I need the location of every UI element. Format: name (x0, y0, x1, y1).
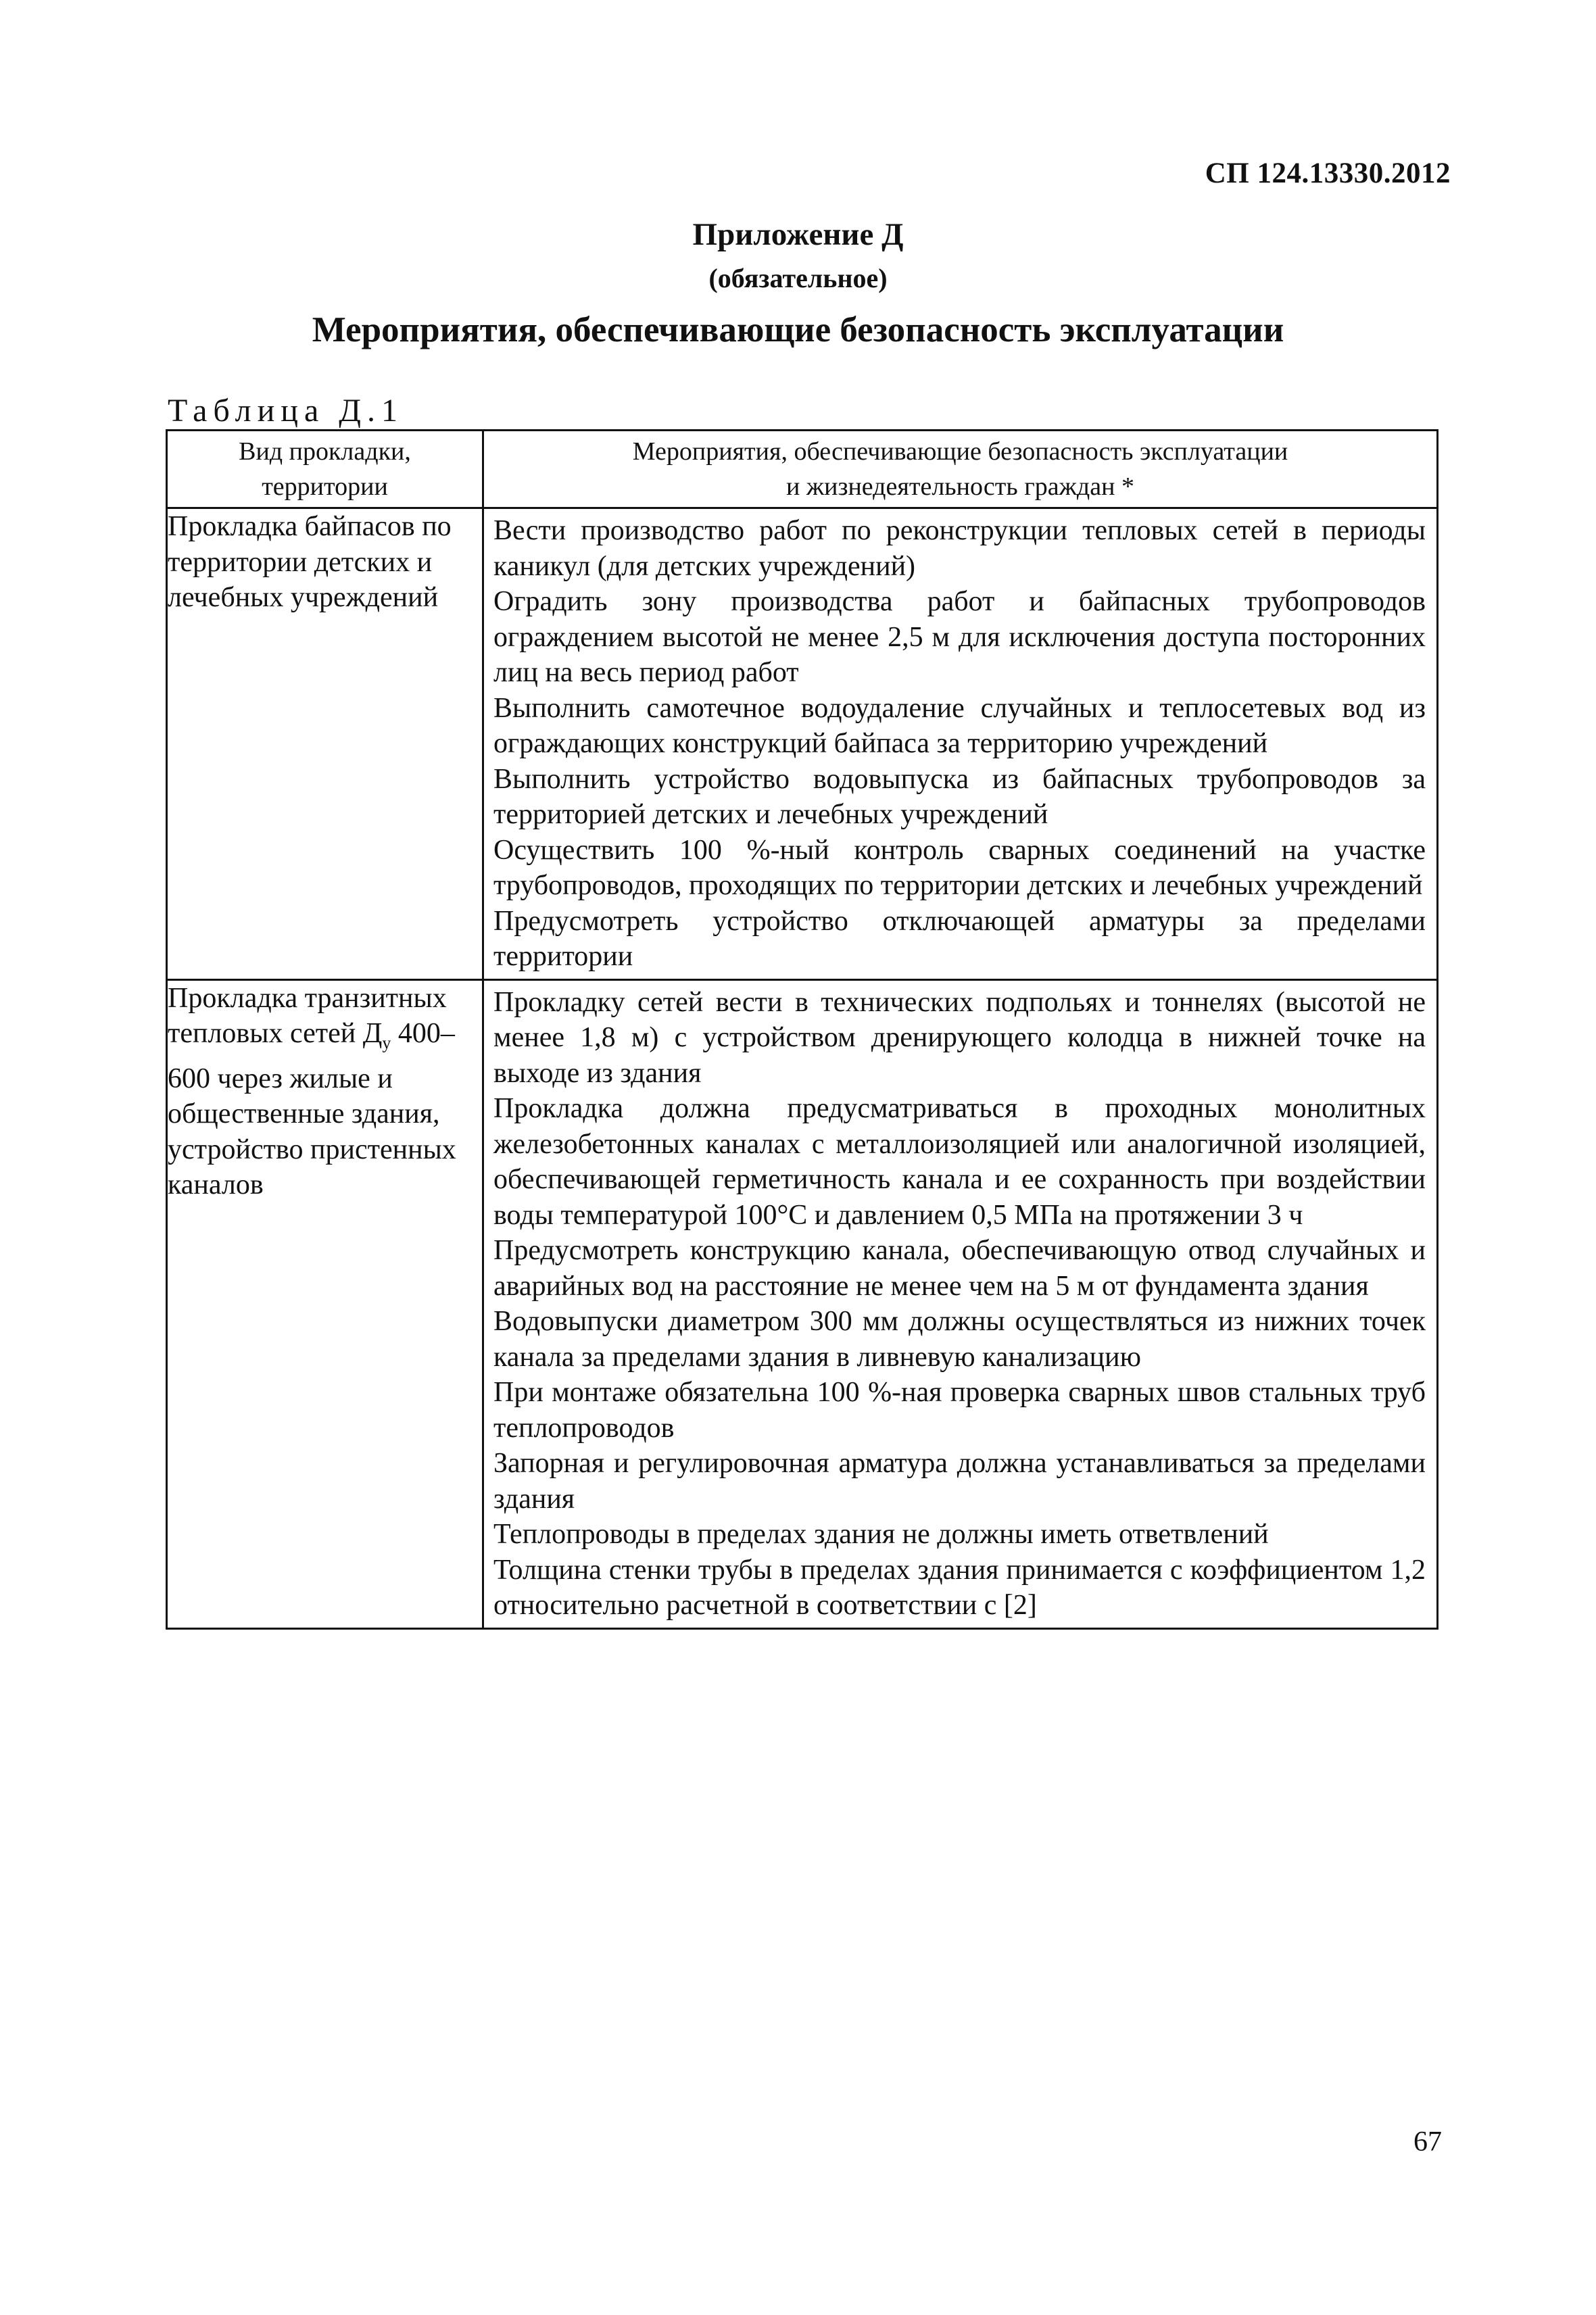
measures-table (166, 429, 1438, 1630)
column-header-measures (483, 431, 1438, 508)
table-header-row (167, 431, 1438, 508)
appendix-title: Приложение Д (692, 217, 904, 252)
measure-item: Оградить зону производства работ и байпасных трубопроводов ограждением высотой не менее 2,5 м для исключения доступа посторонних лиц на весь период работ (493, 586, 1426, 688)
measure-item: Выполнить самотечное водоудаление случайных и теплосетевых вод из ограждающих конструкций байпаса за территорию учреждений (493, 692, 1426, 759)
section-title: Мероприятия, обеспечивающие безопасность эксплуатации (312, 310, 1284, 349)
document-code: СП 124.13330.2012 (1205, 157, 1451, 189)
measure-item: Предусмотреть конструкцию канала, обеспечивающую отвод случайных и аварийных вод на расстояние не менее чем на 5 м от фундамента здания (493, 1235, 1426, 1302)
row-measures (483, 508, 1438, 980)
appendix-status: (обязательное) (708, 263, 888, 293)
column-header-line: и жизнедеятельность граждан * (786, 472, 1134, 501)
measure-item: Предусмотреть устройство отключающей арматуры за пределами территории (493, 905, 1426, 972)
table-row (167, 508, 1438, 980)
measure-item: Теплопроводы в пределах здания не должны иметь ответвлений (493, 1519, 1269, 1550)
row-category-subscript: у (382, 1033, 391, 1053)
measure-item: Водовыпуски диаметром 300 мм должны осуществляться из нижних точек канала за пределами здания в ливневую канализацию (493, 1306, 1426, 1373)
measure-item: При монтаже обязательна 100 %-ная проверка сварных швов стальных труб теплопроводов (493, 1377, 1426, 1444)
column-header-type (167, 431, 483, 508)
row-measures (483, 979, 1438, 1628)
row-category: Прокладка байпасов по территории детских и лечебных учреждений (167, 508, 483, 980)
measure-item: Выполнить устройство водовыпуска из байпасных трубопроводов за территорией детских и лечебных учреждений (493, 763, 1426, 830)
row-category-text: Прокладка транзитных тепловых сетей Д (168, 982, 447, 1049)
table-row (167, 979, 1438, 1628)
page-number: 67 (1413, 2126, 1442, 2158)
column-header-line: Мероприятия, обеспечивающие безопасность эксплуатации (632, 437, 1288, 466)
row-category-text: 400–600 через жилые и общественные здания, устройство пристенных каналов (168, 1018, 456, 1201)
column-header-line: территории (262, 472, 388, 501)
table-caption: Таблица Д.1 (168, 393, 404, 429)
measure-item: Толщина стенки трубы в пределах здания принимается с коэффициентом 1,2 относительно расчетной в соответствии с [2] (493, 1554, 1426, 1621)
measure-item: Осуществить 100 %-ный контроль сварных соединений на участке трубопроводов, проходящих по территории детских и лечебных учреждений (493, 834, 1426, 901)
row-category (167, 979, 483, 1628)
column-header-line: Вид прокладки, (239, 437, 411, 466)
measure-item: Вести производство работ по реконструкции тепловых сетей в периоды каникул (для детских учреждений) (493, 515, 1426, 582)
measure-item: Запорная и регулировочная арматура должна устанавливаться за пределами здания (493, 1448, 1426, 1515)
measure-item: Прокладку сетей вести в технических подпольях и тоннелях (высотой не менее 1,8 м) с устройством дренирующего колодца в нижней точке на выходе из здания (493, 986, 1426, 1089)
measure-item: Прокладка должна предусматриваться в проходных монолитных железобетонных каналах с металлоизоляцией или аналогичной изоляцией, обеспечивающей герметичность канала и ее сохранность при воздействии воды температурой 100°С и давлением 0,5 МПа на протяжении 3 ч (493, 1093, 1426, 1231)
